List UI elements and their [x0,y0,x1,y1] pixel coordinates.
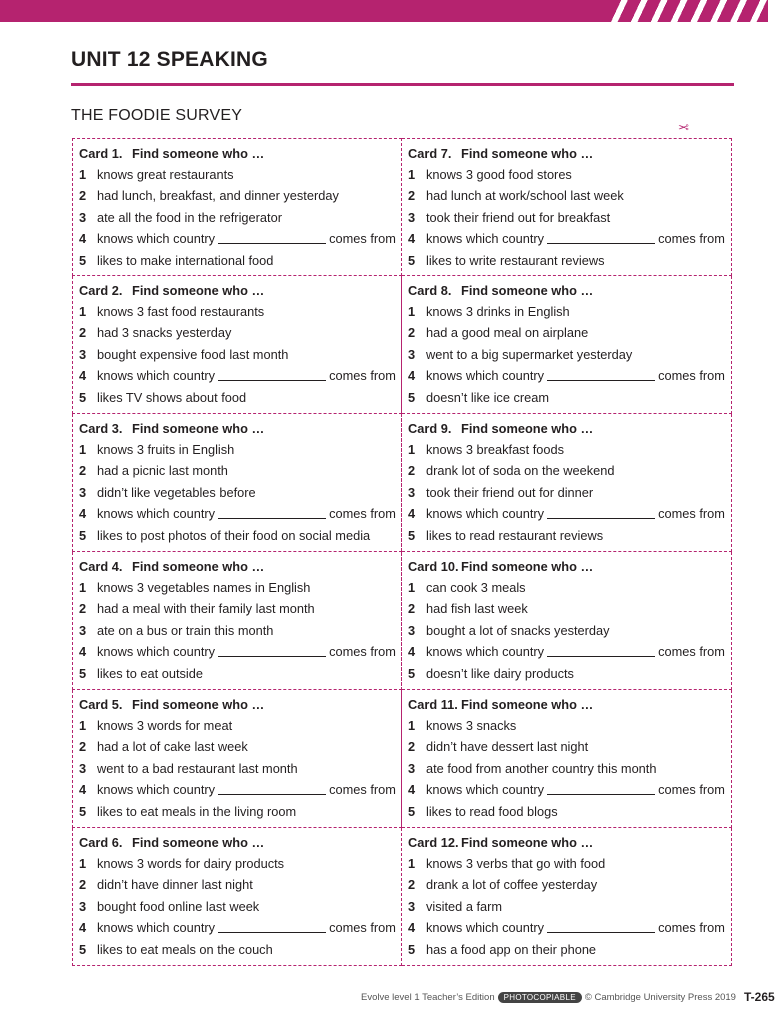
item-text: doesn’t like dairy products [426,665,574,681]
card-item [408,623,731,644]
card-prompt: Find someone who … [461,559,594,574]
item-number: 1 [408,304,416,319]
answer-blank[interactable] [547,506,655,519]
card-item [408,253,731,274]
item-number: 4 [408,506,416,522]
card-label: Card 12. [408,835,459,850]
item-text: likes to eat outside [97,665,203,681]
unit-title: UNIT 12 SPEAKING [71,48,268,71]
card-item [79,325,401,346]
card-item [79,601,401,622]
card-heading [79,146,401,167]
photocopiable-badge: PHOTOCOPIABLE [498,992,582,1003]
item-text: went to a bad restaurant last month [97,760,298,776]
item-text: knows which country [426,644,545,660]
card-prompt: Find someone who … [132,146,265,161]
item-text: likes to write restaurant reviews [426,252,605,268]
card-item [79,666,401,687]
card-heading [79,697,401,718]
item-number: 5 [79,803,87,819]
answer-blank[interactable] [547,231,655,244]
item-number: 5 [79,527,87,543]
card-item [408,761,731,782]
survey-card [72,414,402,552]
item-text: knows which country [426,920,545,936]
answer-blank[interactable] [218,644,326,657]
item-number: 1 [79,442,87,457]
stripe-decoration [608,0,768,22]
item-number: 5 [408,252,416,268]
card-item [408,463,731,484]
item-text: didn’t have dessert last night [426,739,589,755]
item-text: ate all the food in the refrigerator [97,209,282,225]
item-text: comes from [658,644,725,660]
card-item [408,804,731,825]
item-number: 5 [79,665,87,681]
item-number: 3 [408,484,416,500]
item-text: went to a big supermarket yesterday [426,346,633,362]
item-number: 2 [408,463,416,479]
card-item [79,253,401,274]
item-text: comes from [658,368,725,384]
card-prompt: Find someone who … [461,146,594,161]
item-text: bought expensive food last month [97,346,289,362]
item-number: 3 [408,898,416,914]
card-label: Card 2. [79,283,123,298]
card-label: Card 11. [408,697,458,712]
item-number: 2 [408,601,416,617]
answer-blank[interactable] [547,368,655,381]
item-number: 4 [408,644,416,660]
card-item [79,782,401,803]
card-item [79,739,401,760]
item-text: had lunch, breakfast, and dinner yesterday [97,188,339,204]
card-prompt: Find someone who … [132,559,265,574]
item-number: 2 [79,463,87,479]
card-item [408,167,731,188]
card-heading [408,146,731,167]
item-number: 4 [408,231,416,247]
survey-card [402,276,732,414]
card-label: Card 7. [408,146,452,161]
answer-blank[interactable] [218,368,326,381]
item-text: knows which country [426,368,545,384]
item-number: 3 [408,209,416,225]
card-heading [79,421,401,442]
item-text: comes from [329,920,396,936]
item-text: took their friend out for dinner [426,484,594,500]
card-item [408,666,731,687]
card-item [408,739,731,760]
card-item [408,506,731,527]
item-number: 2 [408,188,416,204]
item-number: 1 [408,580,416,595]
card-grid [72,138,732,966]
item-text: doesn’t like ice cream [426,389,550,405]
item-number: 3 [79,209,87,225]
item-text: knows 3 breakfast foods [426,442,564,457]
card-label: Card 10. [408,559,459,574]
card-item [79,899,401,920]
card-heading [408,421,731,442]
item-text: likes to eat meals in the living room [97,803,297,819]
item-number: 4 [79,644,87,660]
item-text: ate on a bus or train this month [97,622,274,638]
scissors-icon: ✂ [678,120,689,135]
card-item [79,167,401,188]
item-text: bought a lot of snacks yesterday [426,622,610,638]
card-item [408,942,731,963]
item-text: knows which country [97,782,216,798]
item-number: 1 [408,167,416,182]
item-number: 2 [79,877,87,893]
card-item [79,390,401,411]
card-item [408,325,731,346]
card-item [79,506,401,527]
card-prompt: Find someone who … [461,283,594,298]
survey-card [72,690,402,828]
card-item [408,231,731,252]
item-text: knows which country [426,782,545,798]
answer-blank[interactable] [547,920,655,933]
item-text: bought food online last week [97,898,260,914]
item-text: comes from [329,231,396,247]
item-text: knows 3 fast food restaurants [97,304,265,319]
item-text: knows which country [97,231,216,247]
answer-blank[interactable] [218,920,326,933]
activity-title: THE FOODIE SURVEY [71,107,243,124]
card-item [408,877,731,898]
item-text: likes to eat meals on the couch [97,941,273,957]
card-prompt: Find someone who … [132,835,265,850]
item-text: took their friend out for breakfast [426,209,611,225]
item-number: 1 [408,856,416,871]
answer-blank[interactable] [218,231,326,244]
item-text: drank lot of soda on the weekend [426,463,615,479]
card-item [79,761,401,782]
card-item [408,718,731,739]
item-text: knows which country [426,506,545,522]
answer-blank[interactable] [547,782,655,795]
item-number: 2 [79,188,87,204]
item-text: likes to make international food [97,252,274,268]
item-text: didn’t have dinner last night [97,877,253,893]
card-item [79,463,401,484]
card-item [408,899,731,920]
item-number: 3 [79,346,87,362]
item-text: knows 3 verbs that go with food [426,856,606,871]
item-text: comes from [329,506,396,522]
item-text: knows 3 words for dairy products [97,856,285,871]
item-text: can cook 3 meals [426,580,526,595]
item-number: 5 [79,941,87,957]
item-text: knows which country [426,231,545,247]
card-prompt: Find someone who … [132,421,265,436]
card-item [408,580,731,601]
item-number: 5 [408,665,416,681]
item-number: 3 [79,484,87,500]
top-color-band [0,0,768,22]
item-number: 5 [408,803,416,819]
item-number: 3 [408,622,416,638]
card-item [408,601,731,622]
card-item [79,368,401,389]
answer-blank[interactable] [218,506,326,519]
answer-blank[interactable] [218,782,326,795]
item-number: 4 [79,368,87,384]
answer-blank[interactable] [547,644,655,657]
card-prompt: Find someone who … [461,697,594,712]
card-item [79,942,401,963]
card-item [408,304,731,325]
item-number: 2 [79,601,87,617]
title-rule [71,83,734,86]
card-heading [408,559,731,580]
item-text: had fish last week [426,601,528,617]
item-number: 2 [408,325,416,341]
survey-card [402,828,732,966]
survey-card [402,414,732,552]
item-text: knows which country [97,644,216,660]
item-text: had 3 snacks yesterday [97,325,232,341]
card-item [408,485,731,506]
item-number: 3 [408,760,416,776]
item-text: knows 3 good food stores [426,167,572,182]
card-label: Card 6. [79,835,123,850]
card-item [79,718,401,739]
item-text: didn’t like vegetables before [97,484,256,500]
item-number: 4 [79,782,87,798]
card-item [79,644,401,665]
card-item [408,210,731,231]
item-text: comes from [658,506,725,522]
card-heading [79,835,401,856]
item-text: knows which country [97,506,216,522]
card-item [79,231,401,252]
item-number: 3 [79,760,87,776]
item-text: comes from [329,782,396,798]
item-text: comes from [329,644,396,660]
item-number: 3 [408,346,416,362]
item-number: 5 [408,389,416,405]
item-text: drank a lot of coffee yesterday [426,877,598,893]
item-text: knows 3 words for meat [97,718,233,733]
card-item [408,368,731,389]
card-item [79,485,401,506]
item-text: likes to post photos of their food on social media [97,527,371,543]
item-text: knows 3 drinks in English [426,304,570,319]
survey-card [72,552,402,690]
card-item [79,442,401,463]
card-label: Card 4. [79,559,123,574]
item-text: had a picnic last month [97,463,228,479]
item-number: 4 [79,231,87,247]
item-text: had a good meal on airplane [426,325,589,341]
item-number: 4 [408,782,416,798]
item-text: comes from [658,920,725,936]
card-item [79,188,401,209]
card-item [79,877,401,898]
item-text: had a meal with their family last month [97,601,315,617]
item-number: 4 [79,506,87,522]
item-number: 5 [79,252,87,268]
item-text: comes from [658,231,725,247]
card-item [408,782,731,803]
card-item [408,644,731,665]
card-item [408,920,731,941]
item-number: 4 [408,920,416,936]
survey-card [402,552,732,690]
item-number: 1 [408,718,416,733]
item-text: knows 3 snacks [426,718,517,733]
item-number: 1 [79,580,87,595]
survey-card [402,690,732,828]
item-text: comes from [658,782,725,798]
card-label: Card 8. [408,283,452,298]
item-number: 3 [79,622,87,638]
page-footer [361,989,775,1005]
item-number: 2 [408,877,416,893]
card-prompt: Find someone who … [461,835,594,850]
item-number: 2 [408,739,416,755]
card-label: Card 9. [408,421,452,436]
card-item [79,347,401,368]
card-item [79,920,401,941]
item-number: 2 [79,325,87,341]
card-prompt: Find someone who … [132,283,265,298]
item-text: knows which country [97,920,216,936]
item-number: 4 [408,368,416,384]
survey-card [72,138,402,276]
card-heading [408,697,731,718]
item-text: has a food app on their phone [426,941,597,957]
survey-card [72,828,402,966]
item-text: had a lot of cake last week [97,739,248,755]
survey-card [72,276,402,414]
item-text: knows 3 fruits in English [97,442,235,457]
item-number: 5 [79,389,87,405]
card-heading [408,835,731,856]
item-text: likes to read restaurant reviews [426,527,604,543]
item-text: knows which country [97,368,216,384]
card-label: Card 3. [79,421,123,436]
item-text: had lunch at work/school last week [426,188,624,204]
card-label: Card 5. [79,697,123,712]
card-label: Card 1. [79,146,123,161]
card-item [79,580,401,601]
card-item [408,856,731,877]
item-number: 5 [408,941,416,957]
item-text: ate food from another country this month [426,760,657,776]
card-item [408,442,731,463]
item-number: 4 [79,920,87,936]
item-number: 5 [408,527,416,543]
card-item [79,856,401,877]
item-number: 1 [79,718,87,733]
card-heading [79,283,401,304]
item-text: knows great restaurants [97,167,234,182]
card-heading [79,559,401,580]
card-item [79,623,401,644]
item-number: 1 [79,304,87,319]
card-item [408,528,731,549]
card-item [408,188,731,209]
card-item [79,528,401,549]
item-text: visited a farm [426,898,503,914]
item-number: 2 [79,739,87,755]
item-text: knows 3 vegetables names in English [97,580,311,595]
item-number: 1 [408,442,416,457]
card-item [79,210,401,231]
page-number: T-265 [743,990,775,1004]
card-prompt: Find someone who … [461,421,594,436]
card-heading [408,283,731,304]
item-text: likes to read food blogs [426,803,558,819]
item-number: 3 [79,898,87,914]
item-number: 1 [79,856,87,871]
item-text: comes from [329,368,396,384]
copyright-text: © Cambridge University Press 2019 [584,991,736,1003]
item-number: 1 [79,167,87,182]
card-item [408,347,731,368]
card-item [79,804,401,825]
card-prompt: Find someone who … [132,697,265,712]
item-text: likes TV shows about food [97,389,247,405]
card-item [408,390,731,411]
card-item [79,304,401,325]
edition-text: Evolve level 1 Teacher’s Edition [361,991,495,1003]
survey-card [402,138,732,276]
